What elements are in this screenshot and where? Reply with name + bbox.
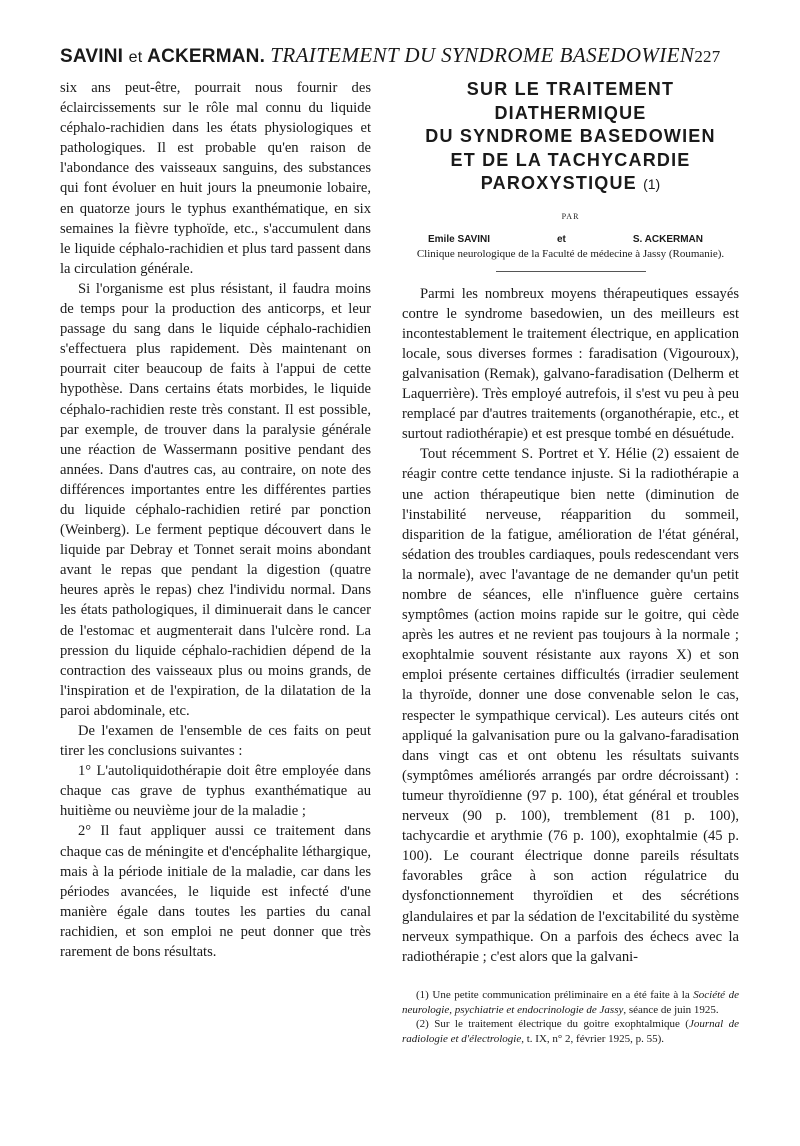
footnote-2-journal: Journal de radiologie et d'électrologie [402,1018,739,1045]
title-line-5-text: PAROXYSTIQUE [480,173,637,193]
title-line-4: ET DE LA TACHYCARDIE [450,149,691,170]
article-body [402,284,739,967]
title-line-2: DIATHERMIQUE [494,102,647,123]
par-label: PAR [561,211,580,221]
author-et: et [556,233,566,245]
header-author-1: SAVINI [60,46,124,67]
footnote-2-text-a: (2) Sur le traitement électrique du goitre exophtalmique ( [416,1018,689,1030]
footnote-1-text-b: , séance de juin 1925. [623,1003,719,1016]
header-authors [60,46,265,67]
article-title [402,78,739,197]
author-2: S. ACKERMAN [632,233,703,245]
byline [402,233,739,247]
left-paragraph-4: 1° L'autoliquidothérapie doit être employée dans chaque cas grave de typhus exanthématique au huitième ou neuvième jour de la maladie ; [60,763,371,820]
header-author-et: et [128,49,143,66]
title-divider [496,271,646,272]
footnotes [402,988,739,1046]
footnote-1 [402,988,739,1017]
title-footnote-ref: (1) [643,176,661,192]
article-paragraph-2: Tout récemment S. Portret et Y. Hélie (2) essaient de réagir contre cette tendance injuste. Si la radiothérapie a une action thérapeutique bien nette (diminution de l'instabilité nerveuse, réapparition du sommeil, disparition de la fatigue, amélioration de l'état général, sédation des troubles cardiaques, pouls redescendant vers la normale), avec l'avantage de ne demander qu'un petit nombre de séances, elle n'influence guère certains symptômes (action moins rapide sur le goitre, qui cède après les autres et ne revient pas toujours à la normale ; exophtalmie souvent résistante aux rayons X) et son emploi présente certaines difficultés (irradier seulement la thyroïde, donner une dose convenable selon le cas, respecter le sympathique cervical). Les auteurs cités ont appliqué la galvanisation pure ou la galvano-faradisation dans vingt cas et ont obtenu les résultats suivants (symptômes améliorés arrangés par ordre décroissant) : tumeur thyroïdienne (97 p. 100), état général et troubles nerveux (90 p. 100), tremblement (81 p. 100), tachycardie et arythmie (76 p. 100), exophtalmie (45 p. 100). Le courant électrique donne pareils résultats favorables grâce à son action régulatrice du dysfonctionnement thyroïdien et des sécrétions glandulaires et par la sédation de l'excitabilité du système nerveux sympathique. On a parfois des échecs avec la radiothérapie ; c'est alors que la galvani- [402,446,739,965]
footnote-1-journal: Société de neurologie, psychiatrie et endocrinologie de Jassy [402,989,739,1016]
title-line-3: DU SYNDROME BASEDOWIEN [425,126,716,146]
left-paragraph-1: six ans peut-être, pourrait nous fournir des éclaircissements sur le rôle mal connu du liquide céphalo-rachidien dans les états physiologiques et pathologiques. Il est probable qu'en raison de l'abondance des vaisseaux sanguins, des substances qui font évoluer en huit jours la pneumonie lobaire, en quatorze jours le typhus exanthématique, en six semaines la fièvre typhoïde, etc., s'accumulent dans le liquide céphalo-rachidien et plus tard passent dans la circulation générale. [60,80,371,277]
page-number: 227 [694,47,721,66]
header-author-2: ACKERMAN. [147,46,266,67]
running-header [60,43,750,73]
left-column [60,78,371,962]
title-line-1: SUR LE TRAITEMENT [466,79,675,99]
header-running-title: TRAITEMENT DU SYNDROME BASEDOWIEN [270,43,695,67]
author-1: Emile SAVINI [428,233,491,245]
right-column [402,78,739,967]
title-line-5 [402,172,739,197]
article-paragraph-1: Parmi les nombreux moyens thérapeutiques essayés contre le syndrome basedowien, un des meilleurs est incontestablement le traitement électrique, en application locale, sous diverses formes : faradisation (Vigouroux), galvanisation (Remak), galvano-faradisation (Delherm et Laquerrière). Très employé autrefois, il s'est vu peu à peu remplacé par d'autres traitements (organothérapie, etc., et surtout radiothérapie) et est presque tombé en désuétude. [402,285,739,443]
affiliation: Clinique neurologique de la Faculté de médecine à Jassy (Roumanie). [416,247,725,260]
footnote-1-text-a: (1) Une petite communication préliminaire en a été faite à la [416,989,694,1001]
left-paragraph-3: De l'examen de l'ensemble de ces faits on peut tirer les conclusions suivantes : [60,723,371,760]
footnote-2 [402,1017,739,1046]
left-paragraph-2: Si l'organisme est plus résistant, il faudra moins de temps pour la production des anticorps, et leur passage du sang dans le liquide céphalo-rachidien s'effectuera plus rapidement. Dès maintenant on pourrait citer beaucoup de faits à l'appui de cette hypothèse. Dans certains états morbides, le liquide céphalo-rachidien reste très constant. Il est possible, par exemple, de trouver dans la paralysie générale une réaction de Wassermann positive pendant des années. Dans d'autres cas, au contraire, on note des différences importantes entre les différentes parties du liquide céphalo-rachidien retiré par ponction (Weinberg). Le ferment peptique découvert dans le liquide par Debray et Tonnet serait moins abondant avant le repas que pendant la digestion (quatre heures après le repas) chez l'individu normal. Dans les états pathologiques, il diminuerait dans le cancer de l'estomac et augmenterait dans l'ulcère rond. La pression du liquide céphalo-rachidien dépend de la contraction des vaisseaux plus ou moins grands, de l'inspiration et de l'expiration, de la dilatation de la paroi abdominale, etc. [60,280,371,719]
footnote-2-text-b: , t. IX, n° 2, février 1925, p. 55). [521,1032,665,1045]
left-paragraph-5: 2° Il faut appliquer aussi ce traitement dans chaque cas de méningite et d'encéphalite léthargique, mais à la période initiale de la maladie, car dans les périodes avancées, le liquide est infecté d'une manière égale dans toutes les parties du canal rachidien, et son emploi ne peut donner que très rarement de bons résultats. [60,823,371,961]
